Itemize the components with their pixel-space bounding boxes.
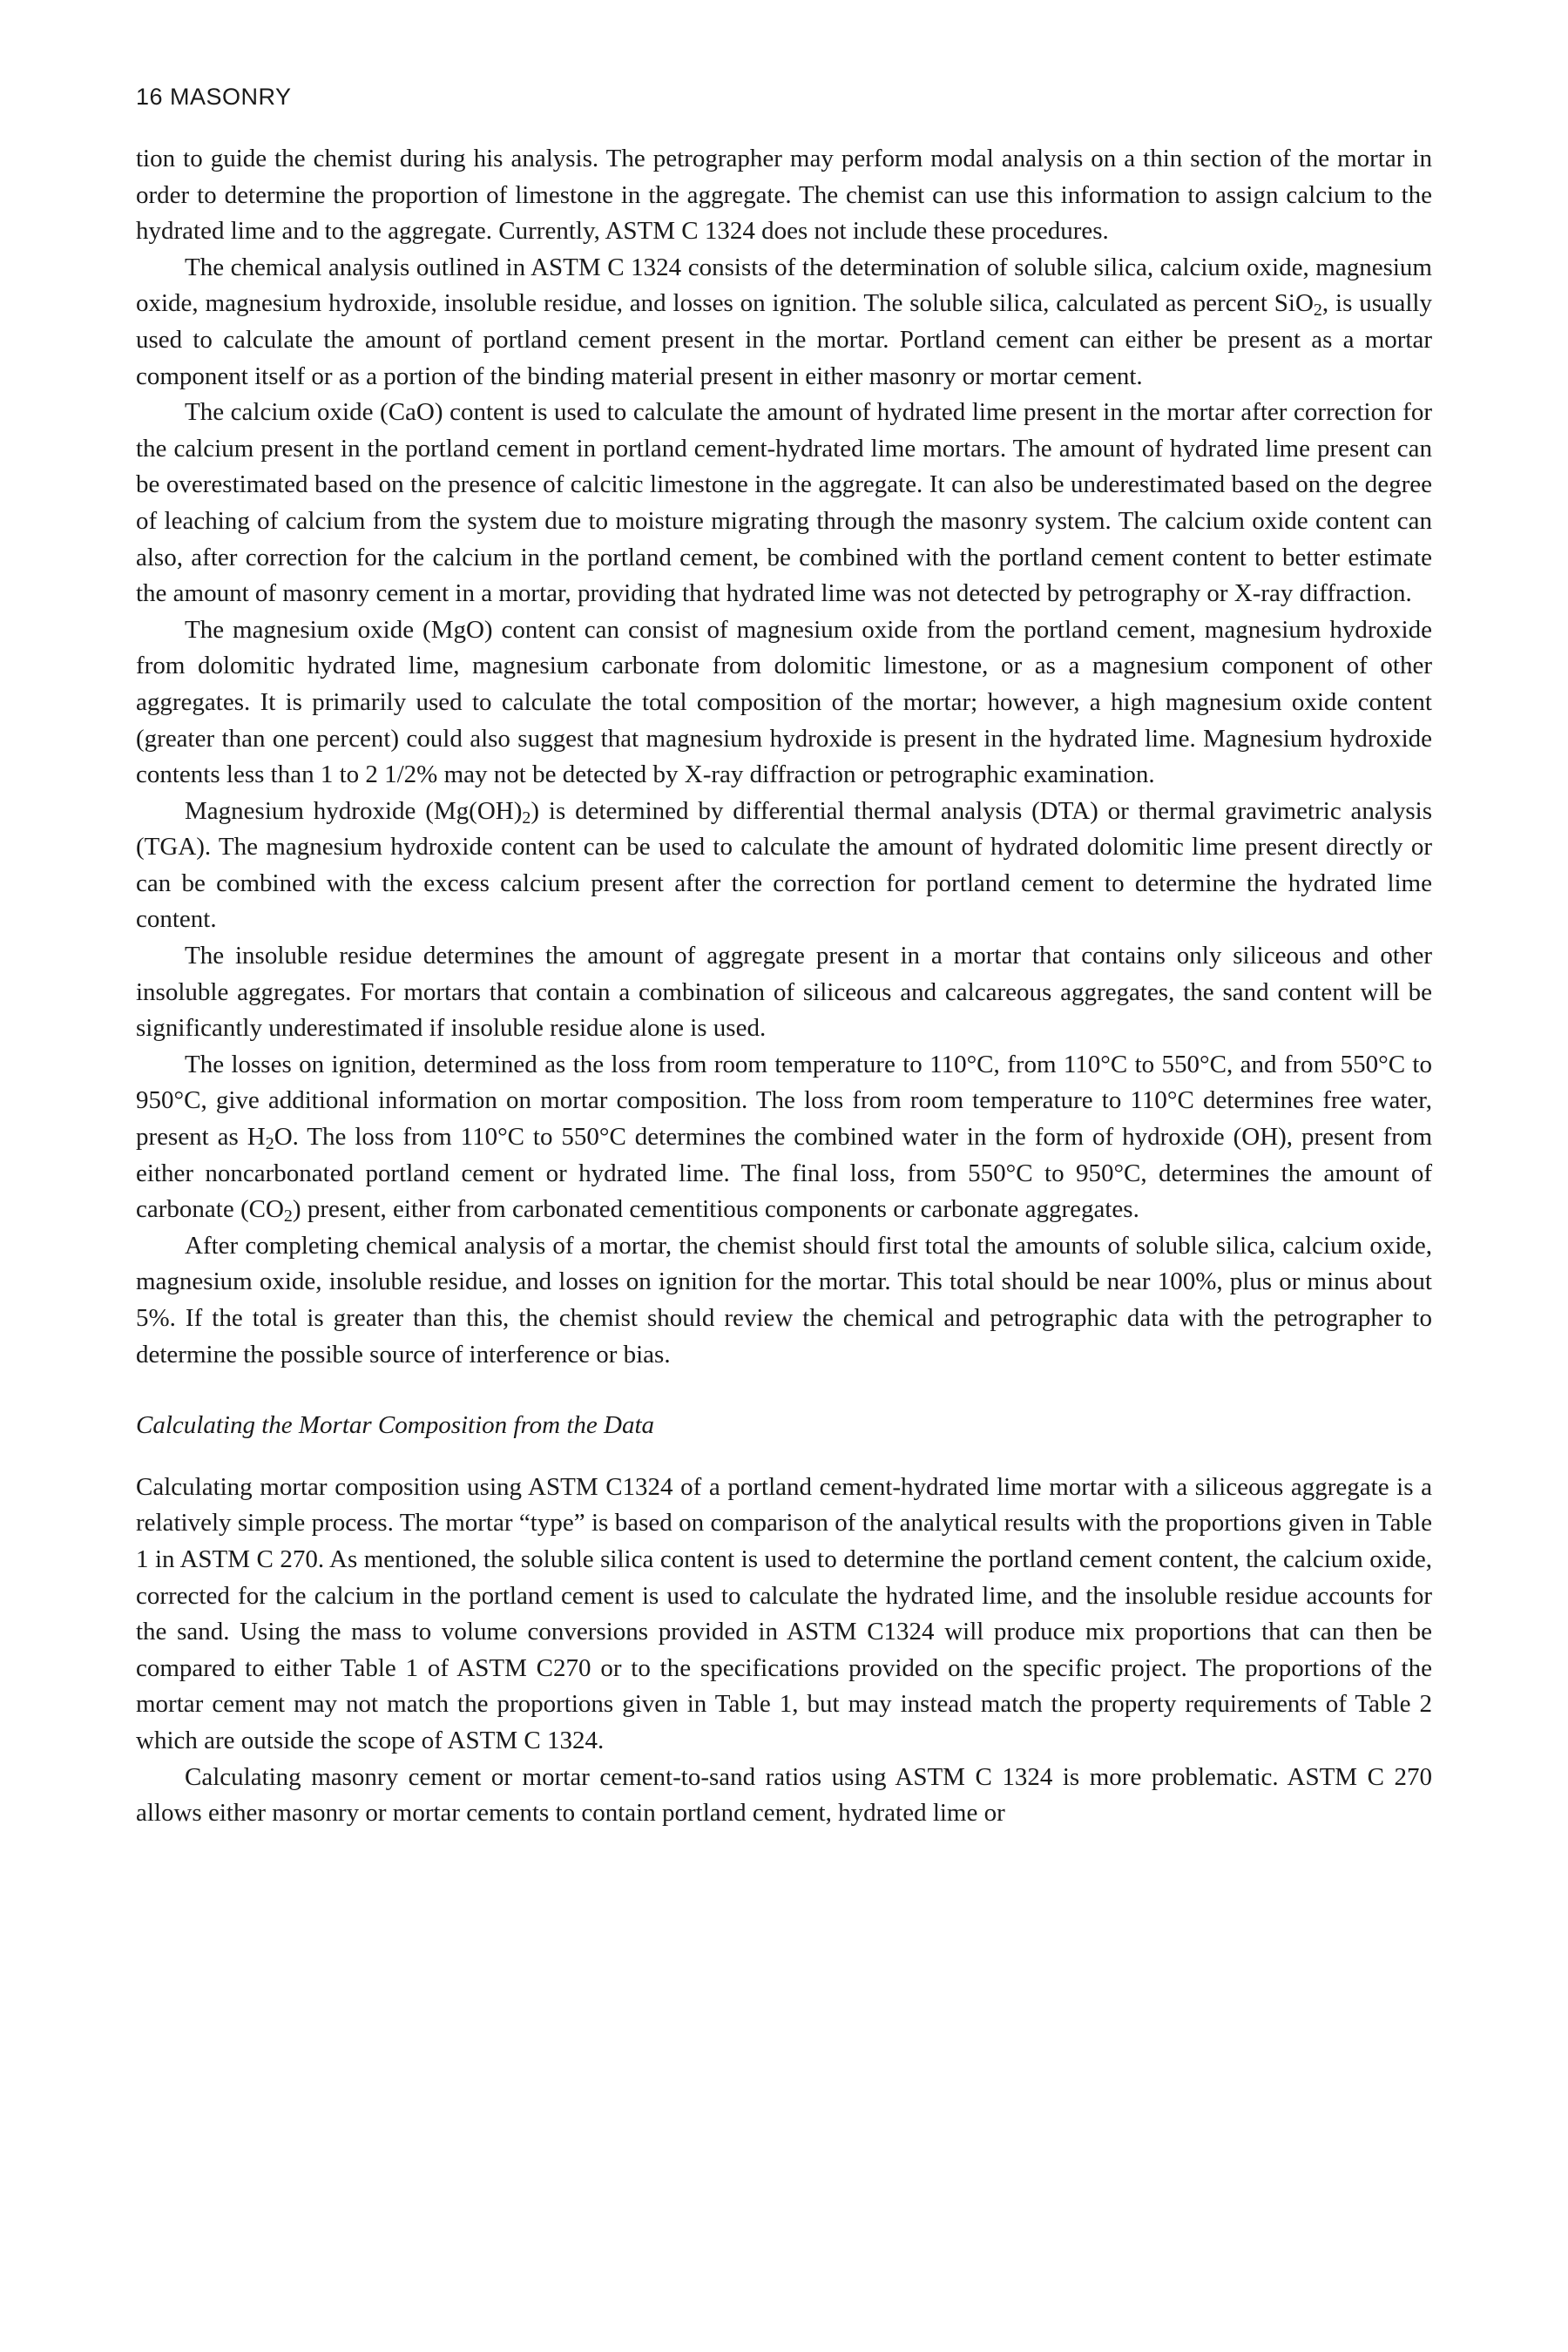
text-run: O. The loss from 110°C to 550°C determines the combined water in the form of hydroxide (OH), present from either noncarbonated portland cement or hydrated lime. The final loss, from 550°C to 950°C, determines the amount of carbonate (CO <box>136 1123 1433 1224</box>
text-run: The calcium oxide (CaO) content is used to calculate the amount of hydrated lime present in the mortar after correction for the calcium present in the portland cement in portland cement-hydrated lime mortars. The amount of hydrated lime present can be overestimated based on the presence of calcitic limestone in the aggregate. It can also be underestimated based on the degree of leaching of calcium from the system due to moisture migrating through the masonry system. The calcium oxide content can also, after correction for the calcium in the portland cement, be combined with the portland cement content to better estimate the amount of masonry cement in a mortar, providing that hydrated lime was not detected by petrography or X-ray diffraction. <box>136 398 1432 608</box>
section-heading: Calculating the Mortar Composition from the Data <box>136 1411 655 1440</box>
text-run: tion to guide the chemist during his analysis. The petrographer may perform modal analysis on a thin section of the mortar in order to determine the proportion of limestone in the aggregate. The chemist can use this information to assign calcium to the hydrated lime and to the aggregate. Currently, ASTM C 1324 does not include these procedures. <box>136 145 1432 246</box>
paragraph-insoluble-residue <box>136 938 1432 1047</box>
text-run: The losses on ignition, determined as the loss from room temperature to 110°C, from 110°C to 550°C, and from 550°C to 950°C, give additional information on mortar composition. The loss from room temperature to 110°C determines free water, present as H <box>136 1050 1432 1152</box>
text-run: Magnesium hydroxide (Mg(OH) <box>185 796 523 825</box>
text-run: The magnesium oxide (MgO) content can consist of magnesium oxide from the portland cement, magnesium hydroxide from dolomitic hydrated lime, magnesium carbonate from dolomitic limestone, or as a magnesium component of other aggregates. It is primarily used to calculate the total composition of the mortar; however, a high magnesium oxide content (greater than one percent) could also suggest that magnesium hydroxide is present in the hydrated lime. Magnesium hydroxide contents less than 1 to 2 1/2% may not be detected by X-ray diffraction or petrographic examination. <box>136 615 1432 789</box>
paragraph-calculating-composition: Calculating mortar composition using ASTM C1324 of a portland cement-hydrated lime mortar with a siliceous aggregate is a relatively simple process. The mortar “type” is based on comparison of the analytical results with the proportions given in Table 1 in ASTM C 270. As mentioned, the soluble silica content is used to determine the portland cement content, the calcium oxide, corrected for the calcium in the portland cement is used to calculate the hydrated lime, and the insoluble residue accounts for the sand. Using the mass to volume conversions provided in ASTM C1324 will produce mix proportions that can then be compared to either Table 1 of ASTM C270 or to the specifications provided on the specific project. The proportions of the mortar cement may not match the proportions given in Table 1, but may instead match the property requirements of Table 2 which are outside the scope of ASTM C 1324. <box>136 1472 1432 1754</box>
paragraph-magnesium-oxide <box>136 612 1432 794</box>
subscript: 2 <box>522 808 531 828</box>
paragraph-continuation <box>136 141 1432 250</box>
text-run: The insoluble residue determines the amount of aggregate present in a mortar that contains only siliceous and other insoluble aggregates. For mortars that contain a combination of siliceous and calcareous aggregates, the sand content will be significantly underestimated if insoluble residue alone is used. <box>136 942 1432 1043</box>
body-text <box>136 141 1432 1832</box>
paragraph-calcium-oxide <box>136 395 1432 612</box>
running-head: 16 MASONRY <box>136 84 292 110</box>
text-run: ) present, either from carbonated cementitious components or carbonate aggregates. <box>292 1195 1139 1224</box>
paragraph-losses-on-ignition <box>136 1047 1432 1228</box>
text-run: ) is determined by differential thermal analysis (DTA) or thermal gravimetric analysis (TGA). The magnesium hydroxide content can be used to calculate the amount of hydrated dolomitic lime present directly or can be combined with the excess calcium present after the correction for portland cement to determine the hydrated lime content. <box>136 796 1432 934</box>
subscript: 2 <box>283 1206 293 1227</box>
text-run: After completing chemical analysis of a mortar, the chemist should first total the amounts of soluble silica, calcium oxide, magnesium oxide, insoluble residue, and losses on ignition for the mortar. This total should be near 100%, plus or minus about 5%. If the total is greater than this, the chemist should review the chemical and petrographic data with the petrographer to determine the possible source of interference or bias. <box>136 1231 1432 1369</box>
subscript: 2 <box>265 1134 274 1154</box>
text-run: The chemical analysis outlined in ASTM C 1324 consists of the determination of soluble silica, calcium oxide, magnesium oxide, magnesium hydroxide, insoluble residue, and losses on ignition. The soluble silica, calculated as percent SiO <box>136 253 1432 318</box>
paragraph-total-check <box>136 1228 1432 1373</box>
paragraph-magnesium-hydroxide <box>136 794 1432 938</box>
subscript: 2 <box>1313 301 1322 321</box>
text-run: , is usually used to calculate the amount of portland cement present in the mortar. Portland cement can either be present as a mortar component itself or as a portion of the binding material present in either masonry or mortar cement. <box>136 289 1432 390</box>
paragraph-masonry-cement-ratios: Calculating masonry cement or mortar cement-to-sand ratios using ASTM C 1324 is more problematic. ASTM C 270 allows either masonry or mortar cements to contain portland cement, hydrated lime or <box>136 1762 1432 1828</box>
paragraph-chemical-analysis <box>136 250 1432 395</box>
